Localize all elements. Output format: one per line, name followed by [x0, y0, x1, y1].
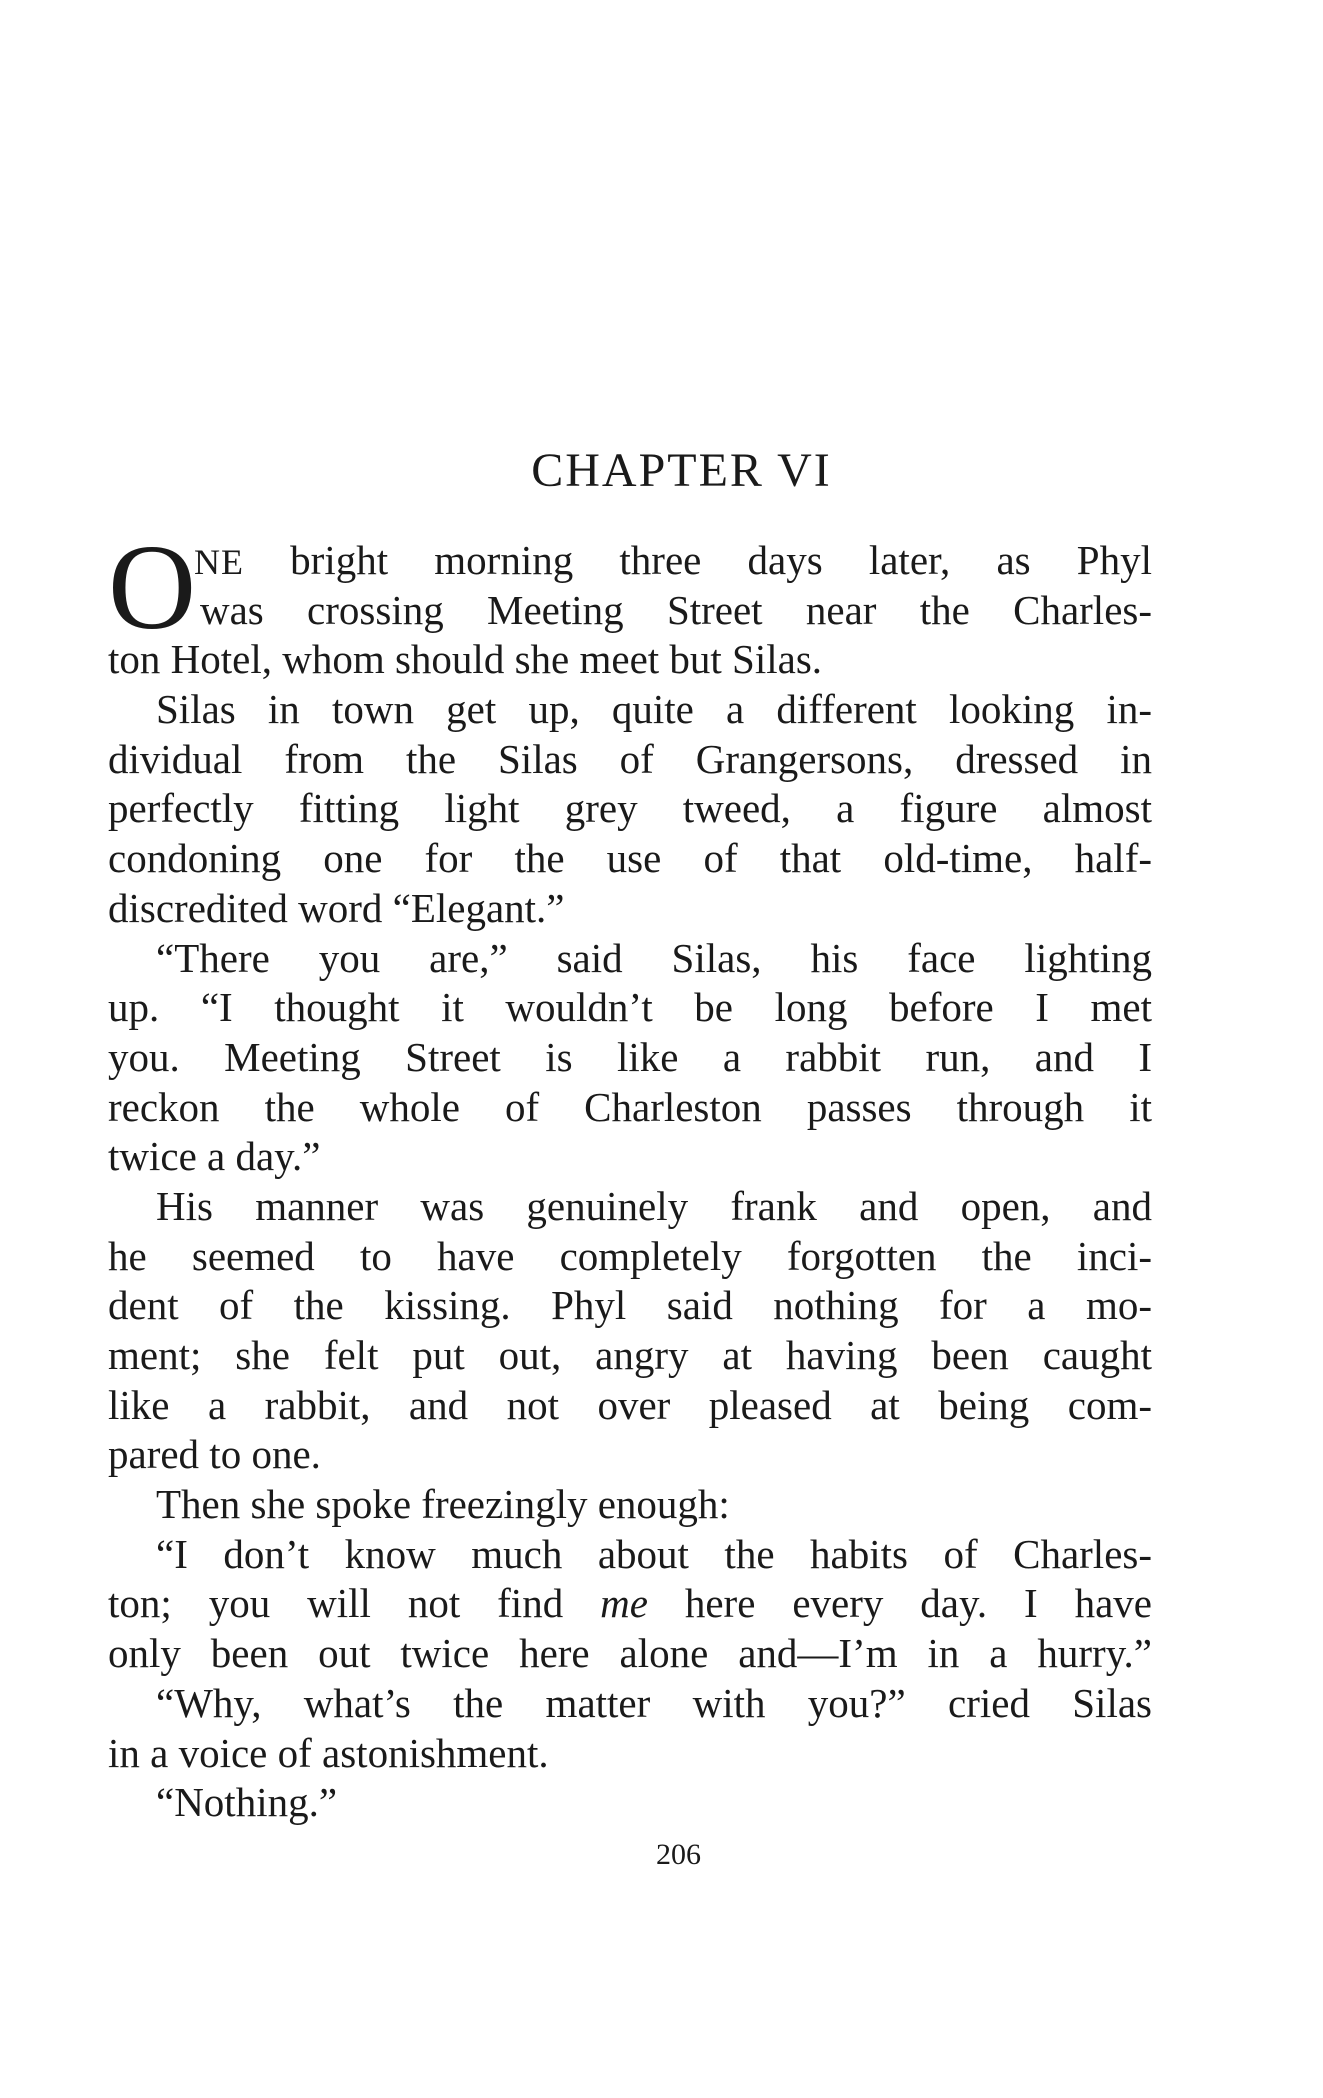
- drop-cap: O: [108, 520, 197, 655]
- text-line: up. “I thought it wouldn’t be long before I met: [108, 984, 1152, 1031]
- text-line: “Nothing.”: [156, 1779, 338, 1826]
- body-text: [108, 520, 1152, 1828]
- page-number: 206: [656, 1838, 701, 1871]
- text-line: ment; she felt put out, angry at having been caught: [108, 1332, 1152, 1378]
- emphasis-text: me: [600, 1580, 648, 1627]
- paragraph-8: [108, 1778, 1152, 1828]
- text-line: [108, 1579, 1152, 1629]
- paragraph-6: [108, 1530, 1152, 1679]
- text-line: only been out twice here alone and—I’m in a hurry.”: [108, 1630, 1152, 1677]
- text-line: discredited word “Elegant.”: [108, 884, 565, 931]
- text-line: in a voice of astonishment.: [108, 1729, 549, 1776]
- paragraph-2: [108, 685, 1152, 933]
- text-line: perfectly fitting light grey tweed, a figure almost: [108, 785, 1152, 832]
- paragraph-5: [108, 1480, 1152, 1530]
- chapter-heading: CHAPTER VI: [531, 444, 832, 497]
- text-line: twice a day.”: [108, 1133, 321, 1180]
- text-line: “There you are,” said Silas, his face lighting: [156, 934, 1152, 981]
- text-line: “Why, what’s the matter with you?” cried Silas: [156, 1679, 1152, 1726]
- paragraph-1: [108, 520, 1152, 685]
- text-line: [108, 536, 1152, 586]
- paragraph-7: [108, 1679, 1152, 1778]
- text-line: condoning one for the use of that old-time, half-: [108, 835, 1152, 882]
- small-caps-text: NE: [194, 542, 244, 582]
- paragraph-3: [108, 934, 1152, 1182]
- text-line: was crossing Meeting Street near the Charles-: [200, 586, 1152, 633]
- text-line: pared to one.: [108, 1431, 321, 1478]
- text-line: His manner was genuinely frank and open, and: [156, 1182, 1152, 1229]
- text-span: bright morning three days later, as Phyl: [244, 537, 1152, 583]
- text-line: you. Meeting Street is like a rabbit run, and I: [108, 1033, 1152, 1080]
- text-span: ton; you will not find: [108, 1580, 601, 1627]
- text-line: ton Hotel, whom should she meet but Silas.: [108, 636, 823, 683]
- text-line: Silas in town get up, quite a different looking in-: [156, 686, 1152, 733]
- text-line: like a rabbit, and not over pleased at being com-: [108, 1381, 1152, 1428]
- text-line: dividual from the Silas of Grangersons, dressed in: [108, 735, 1152, 782]
- paragraph-4: [108, 1182, 1152, 1480]
- text-line: he seemed to have completely forgotten the inci-: [108, 1232, 1152, 1279]
- text-line: Then she spoke freezingly enough:: [156, 1481, 730, 1528]
- text-span: here every day. I have: [647, 1580, 1152, 1627]
- text-line: “I don’t know much about the habits of Charles-: [156, 1530, 1152, 1577]
- text-line: dent of the kissing. Phyl said nothing for a mo-: [108, 1282, 1152, 1329]
- text-line: reckon the whole of Charleston passes through it: [108, 1083, 1152, 1130]
